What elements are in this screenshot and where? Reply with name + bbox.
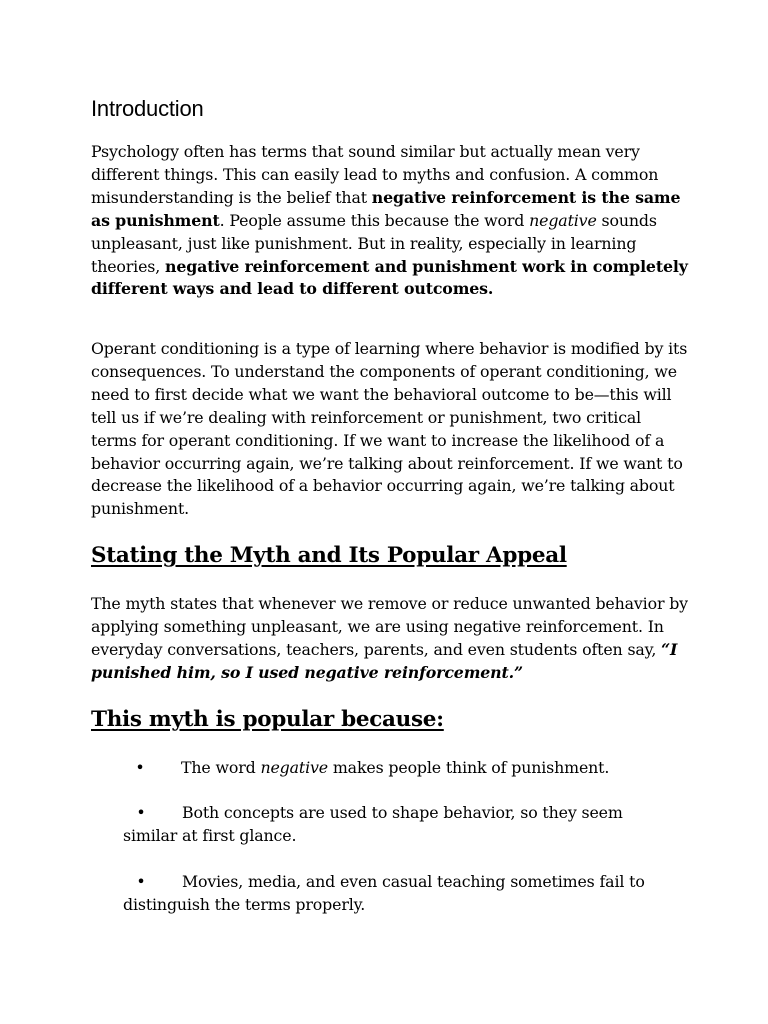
bullet-icon: • <box>135 758 145 777</box>
introduction-heading: Introduction <box>91 96 204 121</box>
bullet-2-text: Both concepts are used to shape behavior, so they seem similar at first glance. <box>123 803 623 845</box>
bullet-3-text: Movies, media, and even casual teaching sometimes fail to distinguish the terms properly. <box>123 872 645 914</box>
intro-p1-text-1: Psychology often has terms that sound similar but actually mean very different things. This can easily lead to myths and confusion. A common misunderstanding is the belief that <box>91 142 659 207</box>
popular-heading: This myth is popular because: <box>91 707 444 732</box>
myth-paragraph <box>91 593 691 685</box>
intro-p1-bold-1: negative reinforcement is the same as punishment <box>91 187 681 230</box>
bullet-icon: • <box>136 803 146 822</box>
myth-quote: “I punished him, so I used negative reinforcement.” <box>91 639 678 682</box>
intro-paragraph-2: Operant conditioning is a type of learning where behavior is modified by its consequences. To understand the components of operant conditioning, we need to first decide what we want the behavioral outcome to be—this will tell us if we’re dealing with reinforcement or punishment, two critical terms for operant conditioning. If we want to increase the likelihood of a behavior occurring again, we’re talking about reinforcement. If we want to decrease the likelihood of a behavior occurring again, we’re talking about punishment. <box>91 339 688 519</box>
myth-paragraph-text: The myth states that whenever we remove or reduce unwanted behavior by applying something unpleasant, we are using negative reinforcement. In everyday conversations, teachers, parents, and even students often say, <box>91 594 688 659</box>
bullet-1-text-pre: The word <box>181 758 261 777</box>
intro-p1-text-2: . People assume this because the word <box>219 210 530 230</box>
intro-p1-italic: negative <box>529 210 597 230</box>
bullet-item-3 <box>123 871 663 917</box>
bullet-item-2 <box>123 802 663 848</box>
intro-p1-text-3: sounds unpleasant, just like punishment. But in reality, especially in learning theories, <box>91 210 657 276</box>
bullet-1-text-post: makes people think of punishment. <box>327 758 610 777</box>
intro-p1-bold-2: negative reinforcement and punishment work in completely different ways and lead to different outcomes. <box>91 256 688 299</box>
bullet-icon: • <box>136 872 146 891</box>
intro-paragraph-1 <box>91 141 691 301</box>
bullet-item-1 <box>123 757 663 780</box>
myth-heading: Stating the Myth and Its Popular Appeal <box>91 543 567 568</box>
bullet-1-italic: negative <box>260 758 328 777</box>
